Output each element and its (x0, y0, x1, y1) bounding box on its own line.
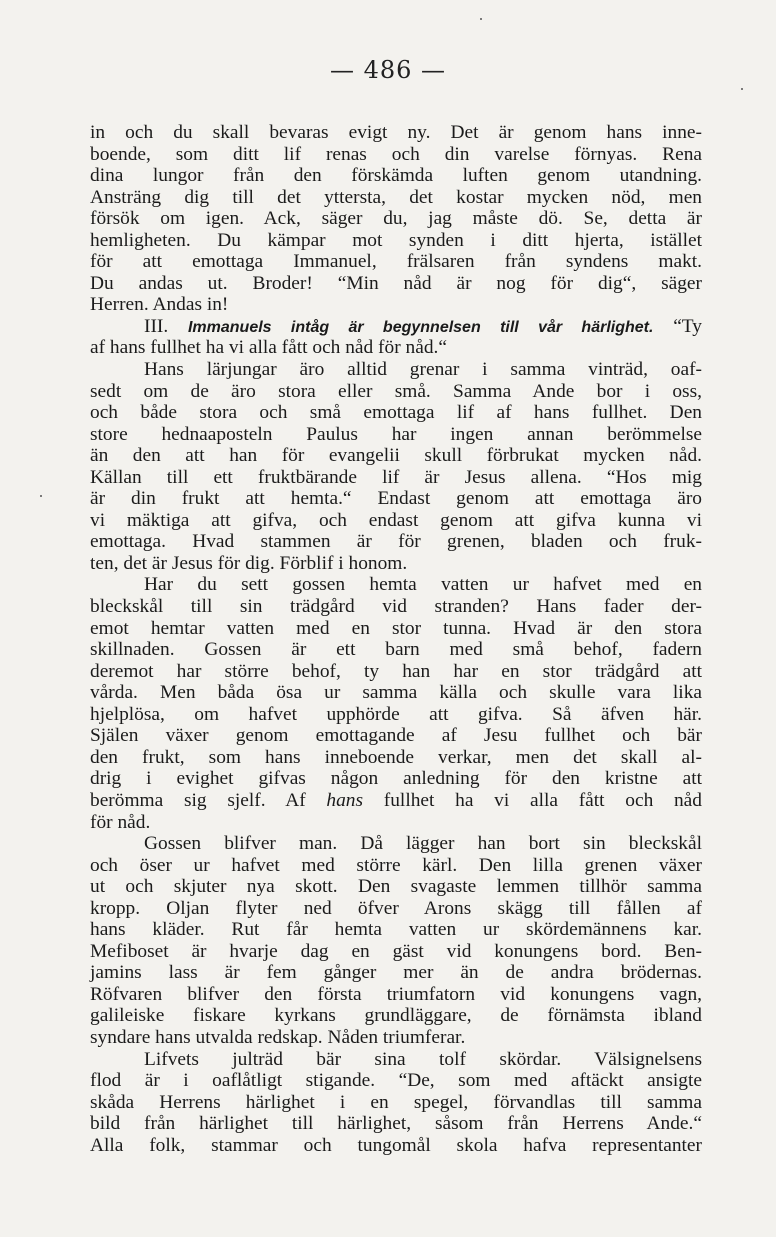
text-line: emot hemtar vatten med en stor tunna. Hvad är den stora (90, 617, 702, 639)
text-line: skillnaden. Gossen är ett barn med små behof, fadern (90, 639, 702, 661)
section-heading-line (90, 316, 702, 338)
body-text (90, 122, 702, 1156)
text-line: dina lungor från den förskämda luften genom utandning. (90, 165, 702, 187)
text-line: deremot har större behof, ty han har en stor trädgård att (90, 660, 702, 682)
text-line: än den att han för evangelii skull förbrukat mycken nåd. (90, 445, 702, 467)
print-speck (741, 88, 743, 90)
text-segment: berömma sig sjelf. Af (90, 789, 327, 811)
text-line: Mefiboset är hvarje dag en gäst vid konungens bord. Ben- (90, 940, 702, 962)
text-line: Herren. Andas in! (90, 294, 229, 316)
print-speck (40, 495, 42, 497)
text-line: Röfvaren blifver den första triumfatorn vid konungens vagn, (90, 983, 702, 1005)
text-line: ten, det är Jesus för dig. Förblif i honom. (90, 552, 408, 574)
section-heading-rest: “Ty (673, 315, 702, 337)
text-line: och både stora och små emottaga lif af hans fullhet. Den (90, 402, 702, 424)
text-line: och öser ur hafvet med större kärl. Den lilla grenen växer (90, 854, 702, 876)
text-line: Lifvets julträd bär sina tolf skördar. Välsignelsens (144, 1048, 702, 1070)
text-line: Källan till ett fruktbärande lif är Jesus allena. “Hos mig (90, 466, 702, 488)
text-line: bild från härlighet till härlighet, såsom från Herrens Ande.“ (90, 1113, 702, 1135)
paragraph-4 (90, 574, 702, 833)
text-line: Hans lärjungar äro alltid grenar i samma vinträd, oaf- (144, 359, 702, 381)
text-segment: fullhet ha vi alla fått och nåd (363, 789, 702, 811)
text-line: af hans fullhet ha vi alla fått och nåd för nåd.“ (90, 337, 447, 359)
text-line: syndare hans utvalda redskap. Nåden triumferar. (90, 1026, 466, 1048)
page-number: — 486 — (329, 56, 447, 84)
text-line: drig i evighet gifvas någon anledning för den kristne att (90, 768, 702, 790)
section-number: III. (144, 315, 169, 337)
text-line: hans kläder. Rut får hemta vatten ur skördemännens kar. (90, 919, 702, 941)
text-line: vårda. Men båda ösa ur samma källa och skulle vara lika (90, 682, 702, 704)
text-line: sedt om de äro stora eller små. Samma Ande bor i oss, (90, 380, 702, 402)
text-line: kropp. Oljan flyter ned öfver Arons skägg till fållen af (90, 897, 702, 919)
text-line: försök om igen. Ack, säger du, jag måste dö. Se, detta är (90, 208, 702, 230)
italic-emphasis: hans (326, 789, 364, 811)
text-line: boende, som ditt lif renas och din varelse förnyas. Rena (90, 143, 702, 165)
text-line: store hednaaposteln Paulus har ingen annan berömmelse (90, 423, 702, 445)
text-line: skåda Herrens härlighet i en spegel, förvandlas till samma (90, 1091, 702, 1113)
text-line: galileiske fiskare kyrkans grundläggare, de förnämsta ibland (90, 1005, 702, 1027)
text-line: den frukt, som hans inneboende verkar, men det skall al- (90, 746, 702, 768)
text-line: Har du sett gossen hemta vatten ur hafvet med en (144, 574, 702, 596)
text-line: flod är i oaflåtligt stigande. “De, som med aftäckt ansigte (90, 1070, 702, 1092)
text-line: vi mäktiga att gifva, och endast genom att gifva kunna vi (90, 509, 702, 531)
text-line: Gossen blifver man. Då lägger han bort sin bleckskål (144, 833, 702, 855)
section-heading-paragraph (90, 316, 702, 359)
text-line: in och du skall bevaras evigt ny. Det är genom hans inne- (90, 122, 702, 143)
text-line: Själen växer genom emottagande af Jesu fullhet och bär (90, 725, 702, 747)
text-line: hemligheten. Du kämpar mot synden i ditt hjerta, istället (90, 229, 702, 251)
text-line: jamins lass är fem gånger mer än de andra brödernas. (90, 962, 702, 984)
paragraph-1 (90, 122, 702, 316)
section-title: Immanuels intåg är begynnelsen till vår härlighet. (187, 318, 654, 336)
text-line: Alla folk, stammar och tungomål skola hafva representanter (90, 1134, 702, 1156)
text-line: emottaga. Hvad stammen är för grenen, bladen och fruk- (90, 531, 702, 553)
text-line: ut och skjuter nya skott. Den svagaste lemmen tillhör samma (90, 876, 702, 898)
text-line: för att emottaga Immanuel, frälsaren från syndens makt. (90, 251, 702, 273)
text-line: hjelplösa, om hafvet upphörde att gifva. Så äfven här. (90, 703, 702, 725)
paragraph-3 (90, 359, 702, 574)
paragraph-5 (90, 833, 702, 1048)
text-line-with-italic (90, 790, 702, 812)
paragraph-6 (90, 1049, 702, 1157)
text-line: bleckskål till sin trädgård vid stranden? Hans fader der- (90, 596, 702, 618)
text-line: Du andas ut. Broder! “Min nåd är nog för dig“, säger (90, 272, 702, 294)
text-line: för nåd. (90, 811, 151, 833)
text-line: är din frukt att hemta.“ Endast genom att emottaga äro (90, 488, 702, 510)
print-speck (480, 18, 482, 20)
text-line: Ansträng dig till det yttersta, det kostar mycken nöd, men (90, 186, 702, 208)
